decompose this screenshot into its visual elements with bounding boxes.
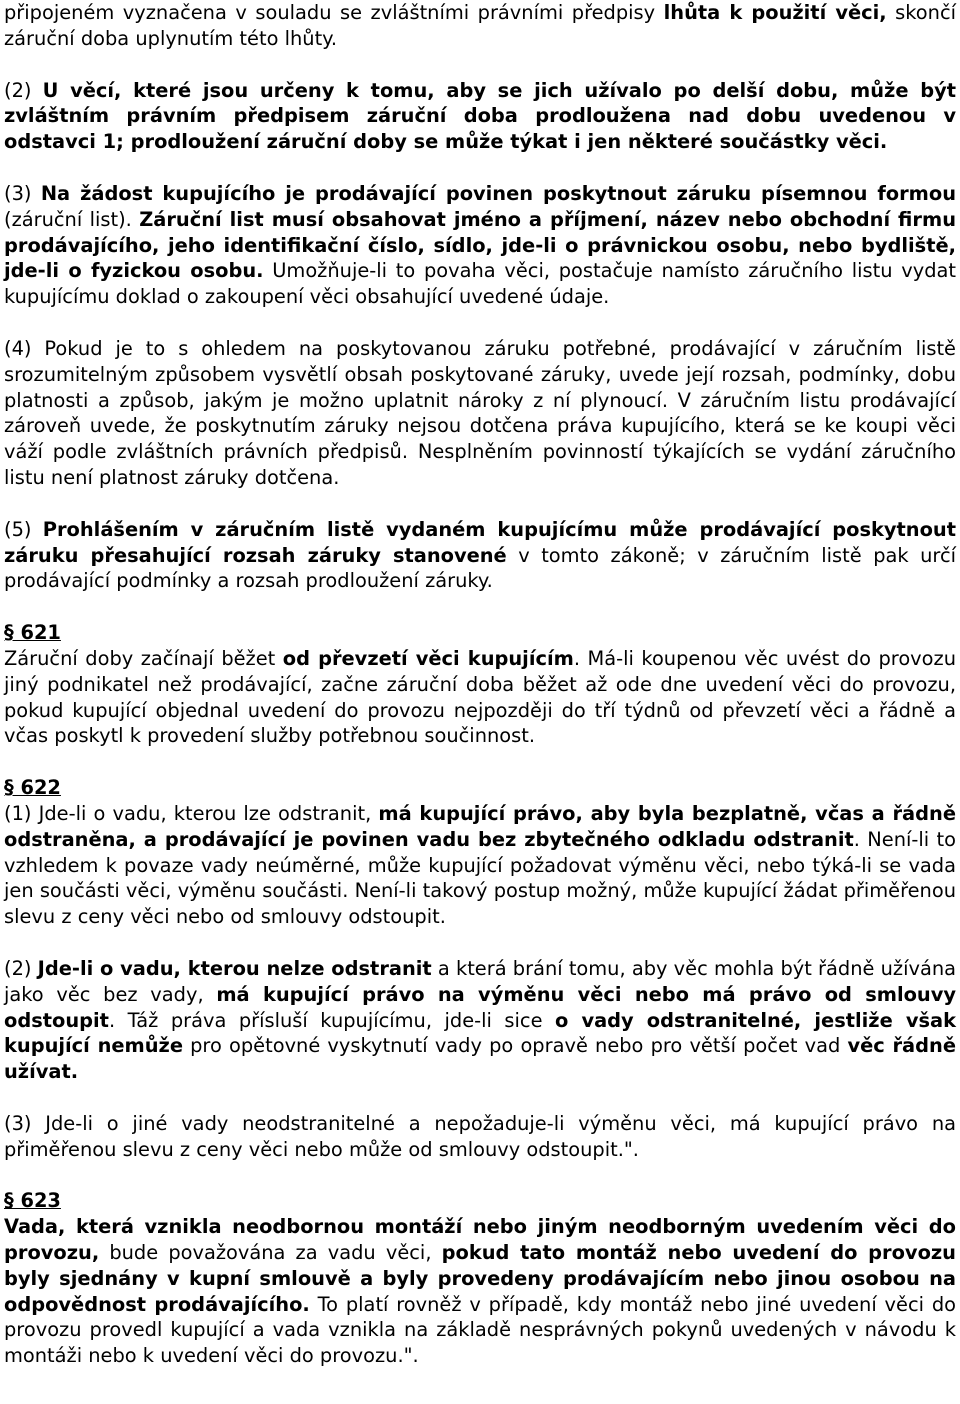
bold-text-run: Vada, která vznikla neodbornou montáží nebo jiným neodborným uvedením věci do provozu,: [4, 1215, 956, 1265]
para-620-1-end: [4, 0, 956, 52]
text-run: Umožňuje-li to povaha věci, postačuje namísto záručního listu vydat kupujícímu doklad o zakoupení věci obsahující uvedené údaje.: [4, 259, 956, 309]
bold-text-run: Na žádost kupujícího je prodávající povinen poskytnout záruku písemnou formou: [40, 181, 956, 205]
text-run: připojeném vyznačena v souladu se zvláštními právními předpisy: [4, 1, 664, 24]
para-620-2: [4, 78, 956, 155]
text-run: skončí záruční doba uplynutím této lhůty.: [4, 1, 957, 50]
text-run: (4) Pokud je to s ohledem na poskytovanou záruku potřebné, prodávající v záručním listě srozumitelným způsobem vysvětlí obsah poskytované záruky, uvede její rozsah, podmínky, dobu platnosti a způsob, jakým je možno uplatnit nároky z ní plynoucí. V záručním listu prodávající zároveň uvede, že poskytnutím záruky nejsou dotčena práva kupujícího, která se ke koupi věci váží podle zvláštních právních předpisů. Nesplněním povinností týkajících se vydání záručního listu není platnost záruky dotčena.: [4, 336, 956, 489]
para-623: [4, 1214, 956, 1369]
bold-text-run: Jde-li o vadu, kterou nelze odstranit: [37, 956, 432, 980]
text-run: bude považována za vadu věci,: [99, 1241, 442, 1265]
para-620-3: [4, 181, 956, 310]
bold-text-run: věc řádně užívat.: [4, 1034, 956, 1084]
text-run: a která brání tomu, aby věc mohla být řádně užívána jako věc bez vady,: [4, 956, 956, 1006]
bold-text-run: U věcí, které jsou určeny k tomu, aby se jich užívalo po delší dobu, může být zvláštním právním předpisem záruční doba prodloužena nad dobu uvedenou v odstavci 1; prodloužení záruční doby se může týkat i jen některé součástky věci.: [4, 78, 956, 154]
section-number: § 622: [4, 776, 61, 800]
para-620-4: [4, 336, 956, 491]
text-run: pro opětovné vyskytnutí vady po opravě nebo pro větší počet vad: [182, 1034, 848, 1058]
bold-text-run: Prohlášením v záručním listě vydaném kupujícímu může prodávající poskytnout záruku přesahující rozsah záruky stanovené: [4, 517, 956, 567]
text-run: (2): [4, 956, 38, 980]
text-run: Záruční doby začínají běžet: [4, 646, 283, 670]
bold-text-run: lhůta k použití věci,: [663, 1, 887, 24]
text-run: . Má-li koupenou věc uvést do provozu jiný podnikatel než prodávající, začne záruční doba běžet až ode dne uvedení věci do provozu, pokud kupující objednal uvedení do provozu nejpozději do tří týdnů od převzetí věci a řádně a včas poskytl k provedení služby potřebnou součinnost.: [4, 646, 956, 748]
text-run: (5): [4, 517, 43, 541]
section-623-heading: [4, 1188, 956, 1214]
para-622-2: [4, 956, 956, 1085]
bold-text-run: má kupující právo, aby byla bezplatně, včas a řádně odstraněna, a prodávající je povinen vadu bez zbytečného odkladu odstranit: [4, 801, 956, 851]
section-number: § 623: [4, 1189, 61, 1213]
para-621: [4, 646, 956, 749]
text-run: To platí rovněž v případě, kdy montáž nebo jiné uvedení věci do provozu provedl kupující a vada vznikla na základě nesprávných pokynů uvedených v návodu k montáži nebo k uvedení věci do provozu.".: [4, 1292, 956, 1368]
section-number: § 621: [4, 621, 61, 645]
section-622-heading: [4, 775, 956, 801]
text-run: (2): [4, 78, 43, 102]
bold-text-run: od převzetí věci kupujícím: [282, 646, 574, 670]
para-622-1: [4, 801, 956, 930]
text-run: v tomto zákoně; v záručním listě pak určí prodávající podmínky a rozsah prodloužení záruky.: [4, 543, 956, 593]
text-run: . Táž práva přísluší kupujícímu, jde-li sice: [108, 1008, 556, 1032]
bold-text-run: má kupující právo na výměnu věci nebo má právo od smlouvy odstoupit: [4, 982, 956, 1032]
bold-text-run: o vady odstranitelné, jestliže však kupující nemůže: [4, 1008, 957, 1058]
text-run: (1) Jde-li o vadu, kterou lze odstranit,: [4, 801, 379, 825]
para-622-3: [4, 1111, 956, 1163]
para-620-5: [4, 517, 956, 594]
text-run: (záruční list).: [4, 207, 140, 231]
text-run: (3): [4, 181, 41, 205]
section-621-heading: [4, 620, 956, 646]
text-run: . Není-li to vzhledem k povaze vady neúměrné, může kupující požadovat výměnu věci, nebo týká-li se vada jen součásti věci, výměnu součásti. Není-li takový postup možný, může kupující žádat přiměřenou slevu z ceny věci nebo od smlouvy odstoupit.: [4, 827, 957, 929]
bold-text-run: Záruční list musí obsahovat jméno a příjmení, název nebo obchodní firmu prodávajícího, jeho identifikační číslo, sídlo, jde-li o právnickou osobu, nebo bydliště, jde-li o fyzickou osobu.: [4, 207, 957, 283]
bold-text-run: pokud tato montáž nebo uvedení do provozu byly sjednány v kupní smlouvě a byly provedeny prodávajícím nebo jinou osobou na odpovědnost prodávajícího.: [4, 1241, 956, 1316]
text-run: (3) Jde-li o jiné vady neodstranitelné a nepožaduje-li výměnu věci, má kupující právo na přiměřenou slevu z ceny věci nebo může od smlouvy odstoupit.".: [4, 1111, 956, 1161]
